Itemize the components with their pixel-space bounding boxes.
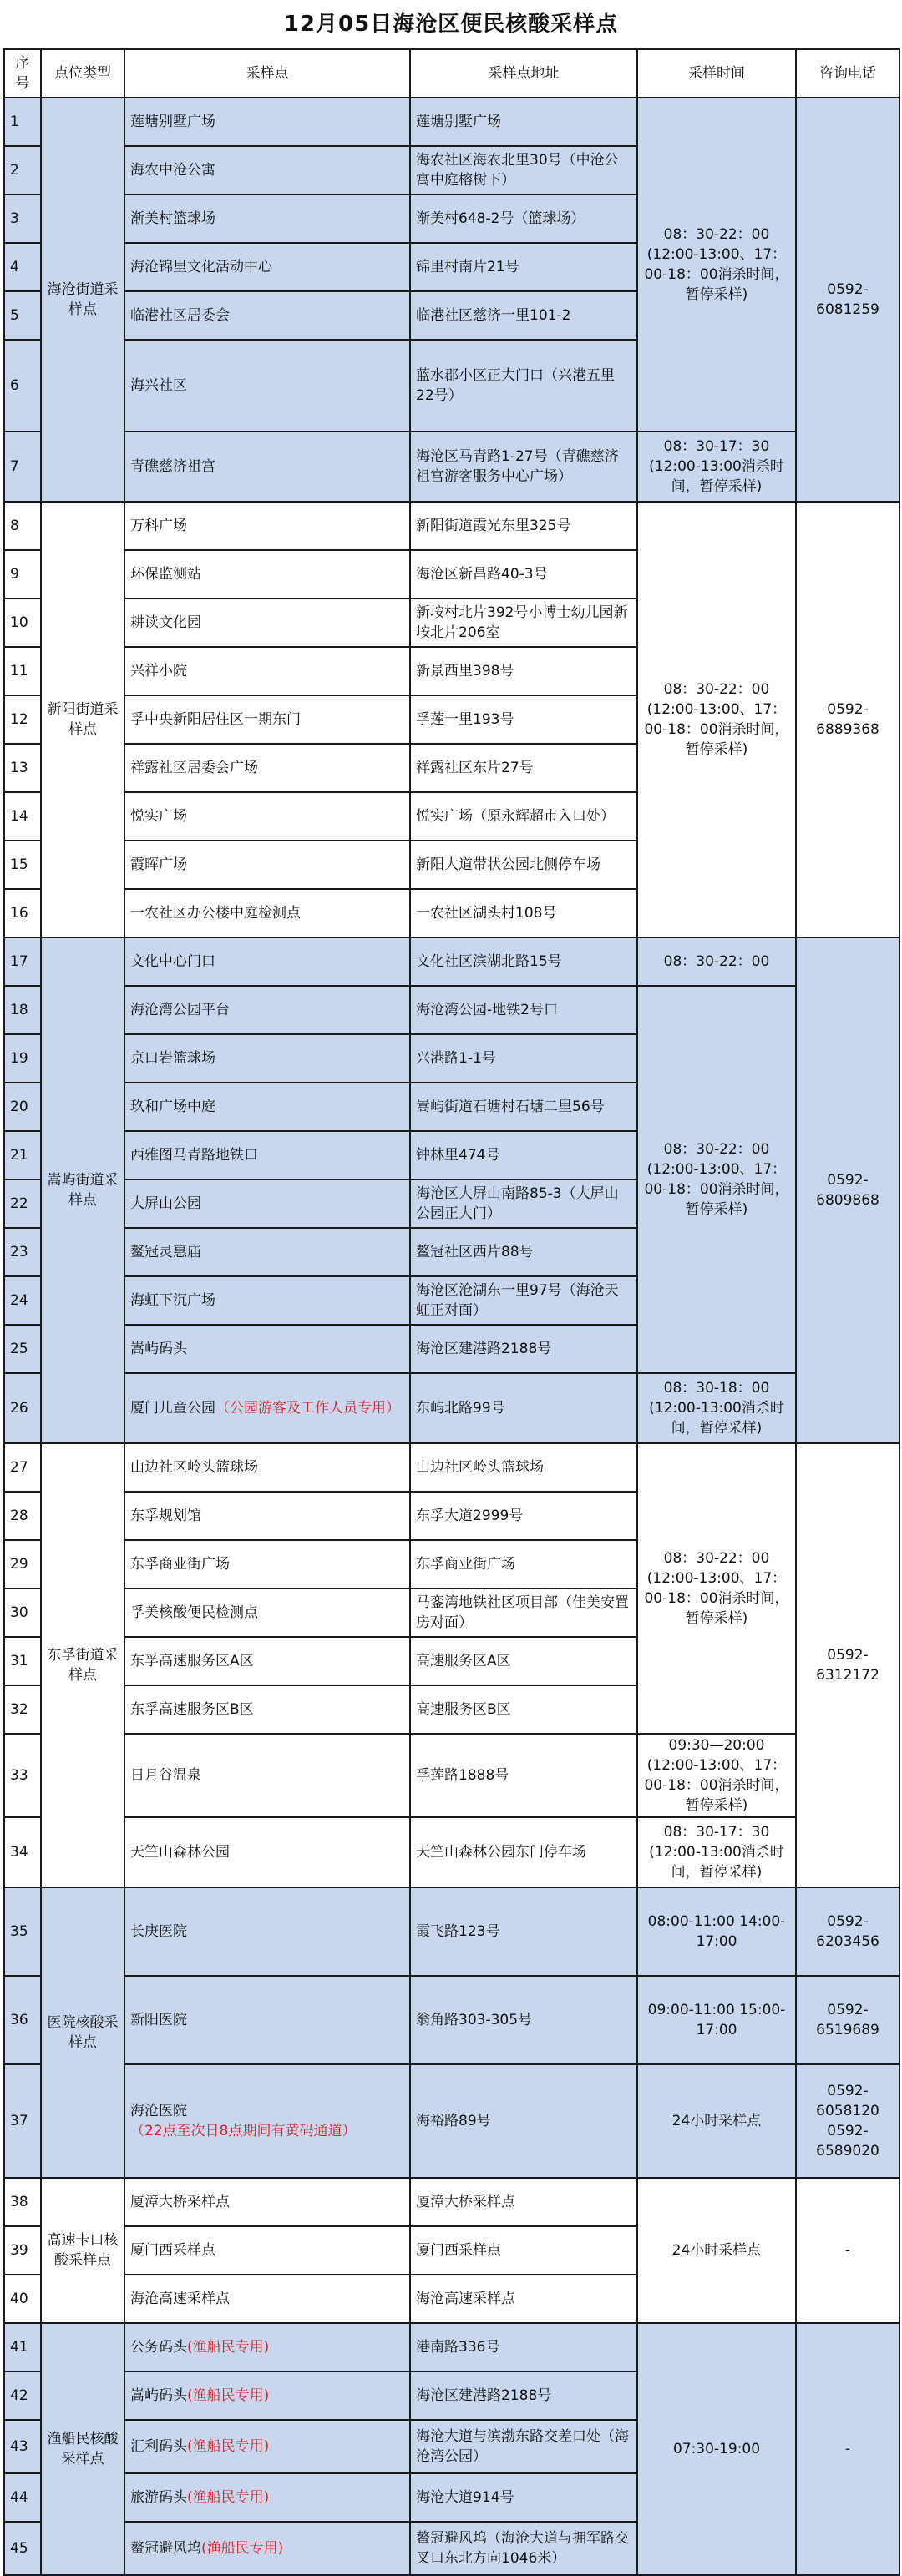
- site-name-cell: [124, 146, 410, 194]
- row-number: 8: [4, 502, 41, 550]
- site-name: 东孚规划馆: [130, 1508, 201, 1524]
- row-number: 40: [4, 2275, 41, 2323]
- site-name-cell: [124, 792, 410, 841]
- row-number: 32: [4, 1685, 41, 1734]
- site-name-cell: [124, 550, 410, 599]
- table-row: [4, 1373, 899, 1443]
- site-name-cell: [124, 2064, 410, 2178]
- row-number: 29: [4, 1540, 41, 1589]
- header-site: 采样点: [124, 49, 410, 98]
- site-name-cell: [124, 599, 410, 647]
- site-name-cell: [124, 194, 410, 243]
- site-address-cell: 马銮湾地铁社区项目部（佳美安置房对面）: [410, 1589, 637, 1637]
- site-type-cell: 东孚街道采样点: [41, 1443, 124, 1887]
- site-name: 海沧医院: [130, 2103, 187, 2119]
- site-address-cell: 锦里村南片21号: [410, 243, 637, 291]
- phone-cell: 0592-6081259: [796, 98, 899, 502]
- row-number: 13: [4, 744, 41, 792]
- row-number: 11: [4, 647, 41, 695]
- site-address-cell: 海农社区海农北里30号（中沧公寓中庭榕树下）: [410, 146, 637, 194]
- row-number: 44: [4, 2473, 41, 2522]
- header-no: 序号: [4, 49, 41, 98]
- site-address-cell: 海沧区建港路2188号: [410, 2371, 637, 2420]
- site-type-cell: 嵩屿街道采样点: [41, 937, 124, 1443]
- phone-cell: -: [796, 2178, 899, 2323]
- site-name-cell: [124, 1540, 410, 1589]
- site-name: 莲塘别墅广场: [130, 114, 215, 130]
- site-name-cell: [124, 937, 410, 986]
- table-row: [4, 1734, 899, 1817]
- row-number: 4: [4, 243, 41, 291]
- sampling-time-cell: 08：30-22：00 (12:00-13:00、17：00-18：00消杀时间，暂停采样): [637, 98, 796, 432]
- table-row: [4, 2323, 899, 2371]
- phone-cell: 0592-6312172: [796, 1443, 899, 1887]
- site-name: 耕读文化园: [130, 614, 201, 631]
- row-number: 2: [4, 146, 41, 194]
- sampling-time-cell: 08：30-22：00 (12:00-13:00、17：00-18：00消杀时间，暂停采样): [637, 986, 796, 1373]
- site-name: 新阳医院: [130, 2012, 187, 2028]
- site-type-cell: 新阳街道采样点: [41, 502, 124, 937]
- sampling-time-cell: 08：30-22：00 (12:00-13:00、17：00-18：00消杀时间，暂停采样): [637, 502, 796, 937]
- site-name-cell: [124, 1685, 410, 1734]
- site-name-cell: [124, 986, 410, 1034]
- site-name-cell: [124, 340, 410, 432]
- row-number: 34: [4, 1817, 41, 1887]
- row-number: 19: [4, 1034, 41, 1083]
- site-name-cell: [124, 1034, 410, 1083]
- row-number: 42: [4, 2371, 41, 2420]
- site-address-cell: 海沧区大屏山南路85-3（大屏山公园正大门）: [410, 1179, 637, 1228]
- site-address-cell: 新阳街道霞光东里325号: [410, 502, 637, 550]
- site-type-cell: 海沧街道采样点: [41, 98, 124, 502]
- row-number: 41: [4, 2323, 41, 2371]
- site-type-cell: 医院核酸采样点: [41, 1887, 124, 2178]
- site-address-cell: 港南路336号: [410, 2323, 637, 2371]
- phone-cell: 0592-6203456: [796, 1887, 899, 1976]
- table-row: [4, 2064, 899, 2178]
- site-name-cell: [124, 1373, 410, 1443]
- site-address-cell: 高速服务区B区: [410, 1685, 637, 1734]
- table-row: [4, 1976, 899, 2064]
- site-address-cell: 天竺山森林公园东门停车场: [410, 1817, 637, 1887]
- row-number: 23: [4, 1228, 41, 1276]
- site-name: 鳌冠灵惠庙: [130, 1244, 201, 1260]
- site-name-cell: [124, 502, 410, 550]
- site-name: 海农中沧公寓: [130, 162, 215, 179]
- row-number: 39: [4, 2226, 41, 2275]
- site-name: 厦漳大桥采样点: [130, 2194, 230, 2210]
- site-address-cell: 新垵村北片392号小博士幼儿园新垵北片206室: [410, 599, 637, 647]
- site-note: （22点至次日8点期间有黄码通道）: [130, 2123, 357, 2139]
- site-name: 悦实广场: [130, 808, 187, 825]
- row-number: 1: [4, 98, 41, 146]
- table-row: [4, 937, 899, 986]
- site-name-cell: [124, 695, 410, 744]
- sampling-sites-table: [3, 48, 900, 2576]
- phone-cell: 0592-6889368: [796, 502, 899, 937]
- table-header-row: [4, 49, 899, 98]
- sampling-time-cell: 08：30-17：30 (12:00-13:00消杀时间，暂停采样): [637, 1817, 796, 1887]
- site-address-cell: 海沧湾公园-地铁2号口: [410, 986, 637, 1034]
- site-name: 大屏山公园: [130, 1195, 201, 1212]
- table-row: [4, 986, 899, 1034]
- site-address-cell: 新景西里398号: [410, 647, 637, 695]
- site-name: 渐美村篮球场: [130, 210, 215, 227]
- row-number: 6: [4, 340, 41, 432]
- site-name: 孚美核酸便民检测点: [130, 1604, 258, 1621]
- row-number: 5: [4, 291, 41, 340]
- site-name: 万科广场: [130, 518, 187, 534]
- row-number: 17: [4, 937, 41, 986]
- site-name: 京口岩篮球场: [130, 1050, 215, 1067]
- site-name: 长庚医院: [130, 1923, 187, 1940]
- sampling-time-cell: 08:00-11:00 14:00-17:00: [637, 1887, 796, 1976]
- site-name: 天竺山森林公园: [130, 1844, 230, 1861]
- site-name: 嵩屿码头: [130, 1341, 187, 1357]
- row-number: 37: [4, 2064, 41, 2178]
- table-row: [4, 1817, 899, 1887]
- table-row: [4, 98, 899, 146]
- site-name-cell: [124, 1887, 410, 1976]
- site-address-cell: 嵩屿街道石塘村石塘二里56号: [410, 1083, 637, 1131]
- site-name-cell: [124, 1817, 410, 1887]
- row-number: 20: [4, 1083, 41, 1131]
- site-name: 海沧高速采样点: [130, 2291, 230, 2307]
- row-number: 12: [4, 695, 41, 744]
- site-name-cell: [124, 2178, 410, 2226]
- row-number: 15: [4, 841, 41, 889]
- site-name-cell: [124, 432, 410, 502]
- site-name-cell: [124, 2275, 410, 2323]
- table-row: [4, 502, 899, 550]
- site-address-cell: 厦门西采样点: [410, 2226, 637, 2275]
- site-name: 海沧湾公园平台: [130, 1002, 230, 1018]
- site-name: 山边社区岭头篮球场: [130, 1459, 258, 1476]
- row-number: 30: [4, 1589, 41, 1637]
- row-number: 7: [4, 432, 41, 502]
- site-address-cell: 渐美村648-2号（篮球场）: [410, 194, 637, 243]
- site-name-cell: [124, 889, 410, 937]
- sampling-time-cell: 24小时采样点: [637, 2178, 796, 2323]
- site-name-cell: [124, 1492, 410, 1540]
- site-address-cell: 兴港路1-1号: [410, 1034, 637, 1083]
- sampling-time-cell: 07:30-19:00: [637, 2323, 796, 2575]
- row-number: 36: [4, 1976, 41, 2064]
- header-type: 点位类型: [41, 49, 124, 98]
- row-number: 21: [4, 1131, 41, 1179]
- row-number: 22: [4, 1179, 41, 1228]
- row-number: 28: [4, 1492, 41, 1540]
- page-title: 12月05日海沧区便民核酸采样点: [283, 12, 619, 37]
- header-address: 采样点地址: [410, 49, 637, 98]
- site-address-cell: 东孚大道2999号: [410, 1492, 637, 1540]
- site-name-cell: [124, 647, 410, 695]
- site-name: 厦门西采样点: [130, 2242, 215, 2259]
- table-row: [4, 1443, 899, 1492]
- row-number: 24: [4, 1276, 41, 1325]
- row-number: 14: [4, 792, 41, 841]
- site-name: 西雅图马青路地铁口: [130, 1147, 258, 1164]
- site-name: 公务码头: [130, 2339, 187, 2356]
- site-name: 东孚高速服务区B区: [130, 1701, 254, 1718]
- site-name-cell: [124, 1976, 410, 2064]
- site-address-cell: 新阳大道带状公园北侧停车场: [410, 841, 637, 889]
- site-address-cell: 海沧区沧湖东一里97号（海沧天虹正对面）: [410, 1276, 637, 1325]
- phone-cell: 0592-6058120 0592-6589020: [796, 2064, 899, 2178]
- row-number: 27: [4, 1443, 41, 1492]
- site-name: 孚中央新阳居住区一期东门: [130, 711, 301, 728]
- site-address-cell: 东孚商业街广场: [410, 1540, 637, 1589]
- site-note: (渔船民专用): [187, 2339, 270, 2356]
- row-number: 16: [4, 889, 41, 937]
- site-name-cell: [124, 243, 410, 291]
- row-number: 31: [4, 1637, 41, 1685]
- site-name-cell: [124, 2371, 410, 2420]
- site-address-cell: 临港社区慈济一里101-2: [410, 291, 637, 340]
- site-name-cell: [124, 2522, 410, 2575]
- site-name: 东孚商业街广场: [130, 1556, 230, 1573]
- row-number: 26: [4, 1373, 41, 1443]
- sampling-time-cell: 08：30-22：00: [637, 937, 796, 986]
- site-name: 鳌冠避风坞: [130, 2540, 201, 2557]
- site-address-cell: 文化社区滨湖北路15号: [410, 937, 637, 986]
- row-number: 10: [4, 599, 41, 647]
- site-name-cell: [124, 1325, 410, 1373]
- site-name: 旅游码头: [130, 2489, 187, 2506]
- site-name-cell: [124, 291, 410, 340]
- site-address-cell: 海沧高速采样点: [410, 2275, 637, 2323]
- site-note: (渔船民专用): [187, 2387, 270, 2404]
- site-address-cell: 蓝水郡小区正大门口（兴港五里22号）: [410, 340, 637, 432]
- site-address-cell: 海沧区建港路2188号: [410, 1325, 637, 1373]
- site-name-cell: [124, 1443, 410, 1492]
- site-name: 日月谷温泉: [130, 1767, 201, 1784]
- sampling-time-cell: 08：30-17：30 (12:00-13:00消杀时间，暂停采样): [637, 432, 796, 502]
- site-address-cell: 孚莲路1888号: [410, 1734, 637, 1817]
- site-name: 汇利码头: [130, 2438, 187, 2455]
- site-name: 祥露社区居委会广场: [130, 760, 258, 776]
- row-number: 18: [4, 986, 41, 1034]
- row-number: 3: [4, 194, 41, 243]
- site-address-cell: 祥露社区东片27号: [410, 744, 637, 792]
- site-address-cell: 海沧大道与滨渤东路交差口处（海沧湾公园）: [410, 2420, 637, 2473]
- site-name-cell: [124, 1637, 410, 1685]
- site-name: 霞晖广场: [130, 856, 187, 873]
- header-phone: 咨询电话: [796, 49, 899, 98]
- site-address-cell: 孚莲一里193号: [410, 695, 637, 744]
- row-number: 38: [4, 2178, 41, 2226]
- site-address-cell: 海沧大道914号: [410, 2473, 637, 2522]
- site-name: 海兴社区: [130, 377, 187, 394]
- site-address-cell: 山边社区岭头篮球场: [410, 1443, 637, 1492]
- site-name: 文化中心门口: [130, 953, 215, 970]
- row-number: 9: [4, 550, 41, 599]
- site-name-cell: [124, 2473, 410, 2522]
- table-row: [4, 1887, 899, 1976]
- site-address-cell: 厦漳大桥采样点: [410, 2178, 637, 2226]
- phone-cell: 0592-6809868: [796, 937, 899, 1443]
- site-address-cell: 霞飞路123号: [410, 1887, 637, 1976]
- site-address-cell: 鳌冠社区西片88号: [410, 1228, 637, 1276]
- row-number: 45: [4, 2522, 41, 2575]
- site-name: 青礁慈济祖宫: [130, 458, 215, 475]
- sampling-time-cell: 24小时采样点: [637, 2064, 796, 2178]
- row-number: 35: [4, 1887, 41, 1976]
- row-number: 43: [4, 2420, 41, 2473]
- site-name-cell: [124, 1083, 410, 1131]
- site-name: 嵩屿码头: [130, 2387, 187, 2404]
- site-name: 兴祥小院: [130, 663, 187, 679]
- site-note: （公园游客及工作人员专用）: [215, 1400, 400, 1417]
- site-address-cell: 一农社区湖头村108号: [410, 889, 637, 937]
- site-name-cell: [124, 1131, 410, 1179]
- sampling-time-cell: 08：30-18：00 (12:00-13:00消杀时间，暂停采样): [637, 1373, 796, 1443]
- site-name-cell: [124, 841, 410, 889]
- site-name: 东孚高速服务区A区: [130, 1653, 254, 1669]
- sampling-time-cell: 09:30—20:00 (12:00-13:00、17：00-18：00消杀时间，暂停采样): [637, 1734, 796, 1817]
- phone-cell: -: [796, 2323, 899, 2575]
- site-name-cell: [124, 98, 410, 146]
- site-name: 海虹下沉广场: [130, 1292, 215, 1309]
- sampling-time-cell: 08：30-22：00 (12:00-13:00、17：00-18：00消杀时间，暂停采样): [637, 1443, 796, 1734]
- site-name: 一农社区办公楼中庭检测点: [130, 905, 301, 922]
- site-address-cell: 悦实广场（原永辉超市入口处）: [410, 792, 637, 841]
- site-name-cell: [124, 2420, 410, 2473]
- site-name-cell: [124, 1179, 410, 1228]
- header-time: 采样时间: [637, 49, 796, 98]
- site-name-cell: [124, 1734, 410, 1817]
- site-name: 临港社区居委会: [130, 307, 230, 324]
- site-address-cell: 海沧区马青路1-27号（青礁慈济祖宫游客服务中心广场）: [410, 432, 637, 502]
- site-name: 环保监测站: [130, 566, 201, 583]
- site-note: (渔船民专用): [201, 2540, 284, 2557]
- site-note: (渔船民专用): [187, 2438, 270, 2455]
- site-address-cell: 海沧区新昌路40-3号: [410, 550, 637, 599]
- site-address-cell: 莲塘别墅广场: [410, 98, 637, 146]
- site-name: 厦门儿童公园: [130, 1400, 215, 1417]
- phone-cell: 0592-6519689: [796, 1976, 899, 2064]
- site-address-cell: 鳌冠避风坞（海沧大道与拥军路交叉口东北方向1046米）: [410, 2522, 637, 2575]
- row-number: 33: [4, 1734, 41, 1817]
- site-type-cell: 高速卡口核酸采样点: [41, 2178, 124, 2323]
- site-name: 海沧锦里文化活动中心: [130, 259, 272, 275]
- site-name-cell: [124, 1276, 410, 1325]
- site-address-cell: 海裕路89号: [410, 2064, 637, 2178]
- site-name-cell: [124, 2226, 410, 2275]
- site-address-cell: 钟林里474号: [410, 1131, 637, 1179]
- row-number: 25: [4, 1325, 41, 1373]
- site-name-cell: [124, 744, 410, 792]
- sampling-time-cell: 09:00-11:00 15:00-17:00: [637, 1976, 796, 2064]
- site-name: 玖和广场中庭: [130, 1099, 215, 1115]
- site-name-cell: [124, 1228, 410, 1276]
- site-name-cell: [124, 2323, 410, 2371]
- site-name-cell: [124, 1589, 410, 1637]
- table-row: [4, 2178, 899, 2226]
- site-address-cell: 高速服务区A区: [410, 1637, 637, 1685]
- site-type-cell: 渔船民核酸采样点: [41, 2323, 124, 2575]
- table-row: [4, 432, 899, 502]
- site-note: (渔船民专用): [187, 2489, 270, 2506]
- site-address-cell: 东屿北路99号: [410, 1373, 637, 1443]
- site-address-cell: 翁角路303-305号: [410, 1976, 637, 2064]
